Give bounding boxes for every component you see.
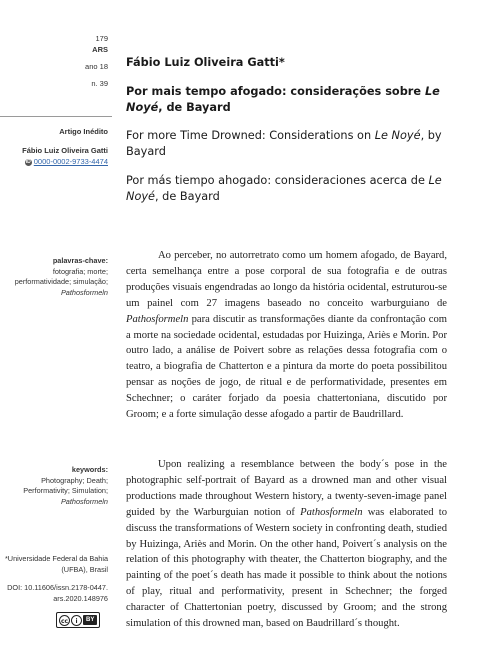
title-pt <box>126 84 451 116</box>
article-type: Artigo Inédito <box>59 127 108 136</box>
doi[interactable]: DOI: 10.11606/issn.2178-0447. ars.2020.148976 <box>7 583 108 603</box>
keywords-en-terms: Photography; Death; Performativity; Simulation; <box>23 475 108 495</box>
abstract-pt-part2: para discutir as transformações diante da confrontação com a morte na sociedade ocidental, estudadas por Huizinga, Ariès e Morin. Por outro lado, a análise de Poivert sobre as relações dessa fotografia com o teatro, a biografia de Chatterton e a pintura da morte do poeta possibilitou pensar as noções de jogo, de ritual e de performatividade, presentes em Schechner; o caráter forjado da poesia chattertoniana, discutido por Groom; e a forte simulação desse afogado a partir de Baudrillard. <box>126 313 447 421</box>
orcid-icon: iD <box>25 158 31 165</box>
orcid-link[interactable]: 0000-0002-9733-4474 <box>33 157 108 166</box>
abstract-pt <box>126 248 447 423</box>
footnote <box>0 554 108 604</box>
abstract-pt-italic: Pathosformeln <box>126 313 189 325</box>
article-meta <box>0 126 108 167</box>
title-block <box>126 55 451 205</box>
keywords-pt-terms: fotografia; morte; performatividade; simulação; <box>14 266 108 286</box>
journal-name: ARS <box>92 45 108 54</box>
page-number: 179 <box>95 34 108 43</box>
title-es-italic: Le Noyé <box>126 174 442 203</box>
keywords-pt-label: palavras-chave: <box>52 256 108 265</box>
title-pt-italic: Le Noyé <box>126 85 440 114</box>
orcid-line <box>0 156 108 167</box>
title-en-end: , by Bayard <box>126 129 442 158</box>
title-pt-end: , de Bayard <box>158 101 231 114</box>
title-es-text: Por más tiempo ahogado: consideraciones acerca de <box>126 174 429 187</box>
affiliation: *Universidade Federal da Bahia (UFBA), Brasil <box>4 554 108 574</box>
keywords-en-italic: Pathosformeln <box>60 496 108 506</box>
creative-commons-by-icon[interactable] <box>56 612 100 628</box>
keywords-pt-italic: Pathosformeln <box>60 287 108 297</box>
title-pt-text: Por mais tempo afogado: considerações sobre <box>126 85 425 98</box>
author-heading: Fábio Luiz Oliveira Gatti* <box>126 56 285 69</box>
article-author: Fábio Luiz Oliveira Gatti <box>22 146 108 155</box>
abstract-en-italic: Pathosformeln <box>300 506 363 518</box>
abstract-en <box>126 457 447 632</box>
attribution-person-icon: i <box>71 615 82 626</box>
title-en-text: For more Time Drowned: Considerations on <box>126 129 375 142</box>
title-en <box>126 128 451 160</box>
title-es <box>126 173 451 205</box>
cc-by-label: BY <box>83 615 97 625</box>
divider-rule <box>0 116 112 117</box>
title-es-end: , de Bayard <box>155 190 220 203</box>
journal-issue: n. 39 <box>91 79 108 88</box>
keywords-en-label: keywords: <box>71 465 108 474</box>
journal-header <box>0 33 108 89</box>
abstract-en-part2: was elaborated to discuss the transformations of Western society in confronting death, studied by Huizinga, Ariès and Morin. On the other hand, Poivert´s analysis on the relation of this photography with theater, the Chatterton biography, and the painting of the poet´s death has made it possible to think about the notions of play, ritual and performativity, present in Schechner; the forged character of Chattertonian poetry, discussed by Groom; and the strong simulation of this drowned man, based on Baudrillard´s thought. <box>126 506 447 630</box>
journal-year: ano 18 <box>85 62 108 71</box>
abstract-en-part1: Upon realizing a resemblance between the body´s pose in the photographic self-portrait of Bayard as a drowned man and other visual productions made throughout Western history, a twenty-seven-image panel guided by the Warburguian notion of <box>126 459 447 518</box>
title-en-italic: Le Noyé <box>374 129 421 142</box>
keywords-pt <box>0 256 108 298</box>
abstract-pt-part1: Ao perceber, no autorretrato como um homem afogado, de Bayard, certa semelhança entre a pose corporal de sua fotografia e de outras produções visuais engendradas ao longo da história ocidental, estruturou-se um painel com 27 imagens baseado no conceito warburguiano de <box>126 250 447 309</box>
keywords-en <box>0 465 108 507</box>
cc-icon: cc <box>59 615 70 626</box>
